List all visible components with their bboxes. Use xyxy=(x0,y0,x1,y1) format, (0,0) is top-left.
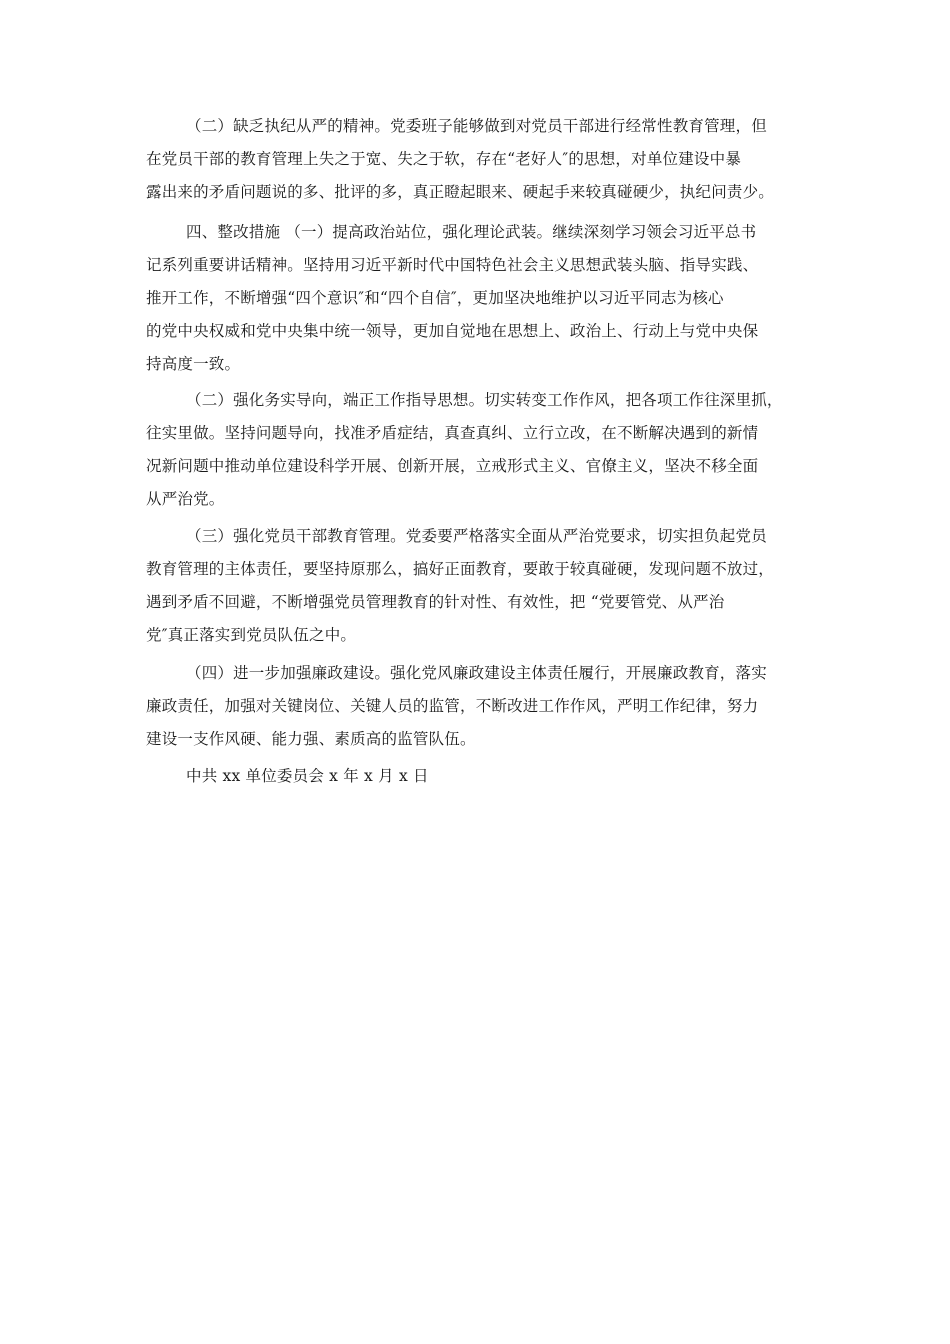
text-line: 记系列重要讲话精神。坚持用习近平新时代中国特色社会主义思想武装头脑、指导实践、 xyxy=(146,256,759,274)
text-line: 在党员干部的教育管理上失之于宽、失之于软，存在“老好人″的思想，对单位建设中暴 xyxy=(146,150,742,168)
text-line: 况新问题中推动单位建设科学开展、创新开展，立戒形式主义、官僚主义，坚决不移全面 xyxy=(146,457,759,475)
text-line: 露出来的矛盾问题说的多、批评的多，真正瞪起眼来、硬起手来较真碰硬少，执纪问责少。 xyxy=(146,183,775,201)
text-line: 从严治党。 xyxy=(146,490,225,508)
text-line: 持高度一致。 xyxy=(146,355,241,373)
text-line: 往实里做。坚持问题导向，找准矛盾症结，真查真纠、立行立改，在不断解决遇到的新情 xyxy=(146,424,759,442)
paragraph-integrity-building xyxy=(146,657,808,756)
signature-line xyxy=(146,760,808,793)
text-line: （四）进一步加强廉政建设。强化党风廉政建设主体责任履行，开展廉政教育，落实 xyxy=(186,664,767,682)
text-line: 推开工作，不断增强“四个意识″和“四个自信″，更加坚决地维护以习近平同志为核心 xyxy=(146,289,724,307)
text-line: 教育管理的主体责任，要坚持原那么，搞好正面教育，要敢于较真碰硬，发现问题不放过， xyxy=(146,560,775,578)
text-line: 党″真正落实到党员队伍之中。 xyxy=(146,626,357,644)
text-line: （三）强化党员干部教育管理。党委要严格落实全面从严治党要求，切实担负起党员 xyxy=(186,527,767,545)
paragraph-practical-orientation xyxy=(146,384,808,516)
text-line: 建设一支作风硬、能力强、素质高的监管队伍。 xyxy=(146,730,476,748)
text-line: 的党中央权威和党中央集中统一领导，更加自觉地在思想上、政治上、行动上与党中央保 xyxy=(146,322,759,340)
paragraph-cadre-education xyxy=(146,520,808,652)
text-line: 遇到矛盾不回避，不断增强党员管理教育的针对性、有效性，把 “党要管党、从严治 xyxy=(146,593,725,611)
paragraph-discipline-issue xyxy=(146,110,808,209)
text-line: （二）强化务实导向，端正工作指导思想。切实转变工作作风，把各项工作往深里抓， xyxy=(186,391,783,409)
text-line: 廉政责任，加强对关键岗位、关键人员的监管，不断改进工作作风，严明工作纪律，努力 xyxy=(146,697,759,715)
paragraph-rectification-measures xyxy=(146,216,808,381)
text-line: 四、整改措施 （一）提高政治站位，强化理论武装。继续深刻学习领会习近平总书 xyxy=(186,223,757,241)
text-line: （二）缺乏执纪从严的精神。党委班子能够做到对党员干部进行经常性教育管理，但 xyxy=(186,117,767,135)
signature-text: 中共 xx 单位委员会 x 年 x 月 x 日 xyxy=(186,767,429,785)
